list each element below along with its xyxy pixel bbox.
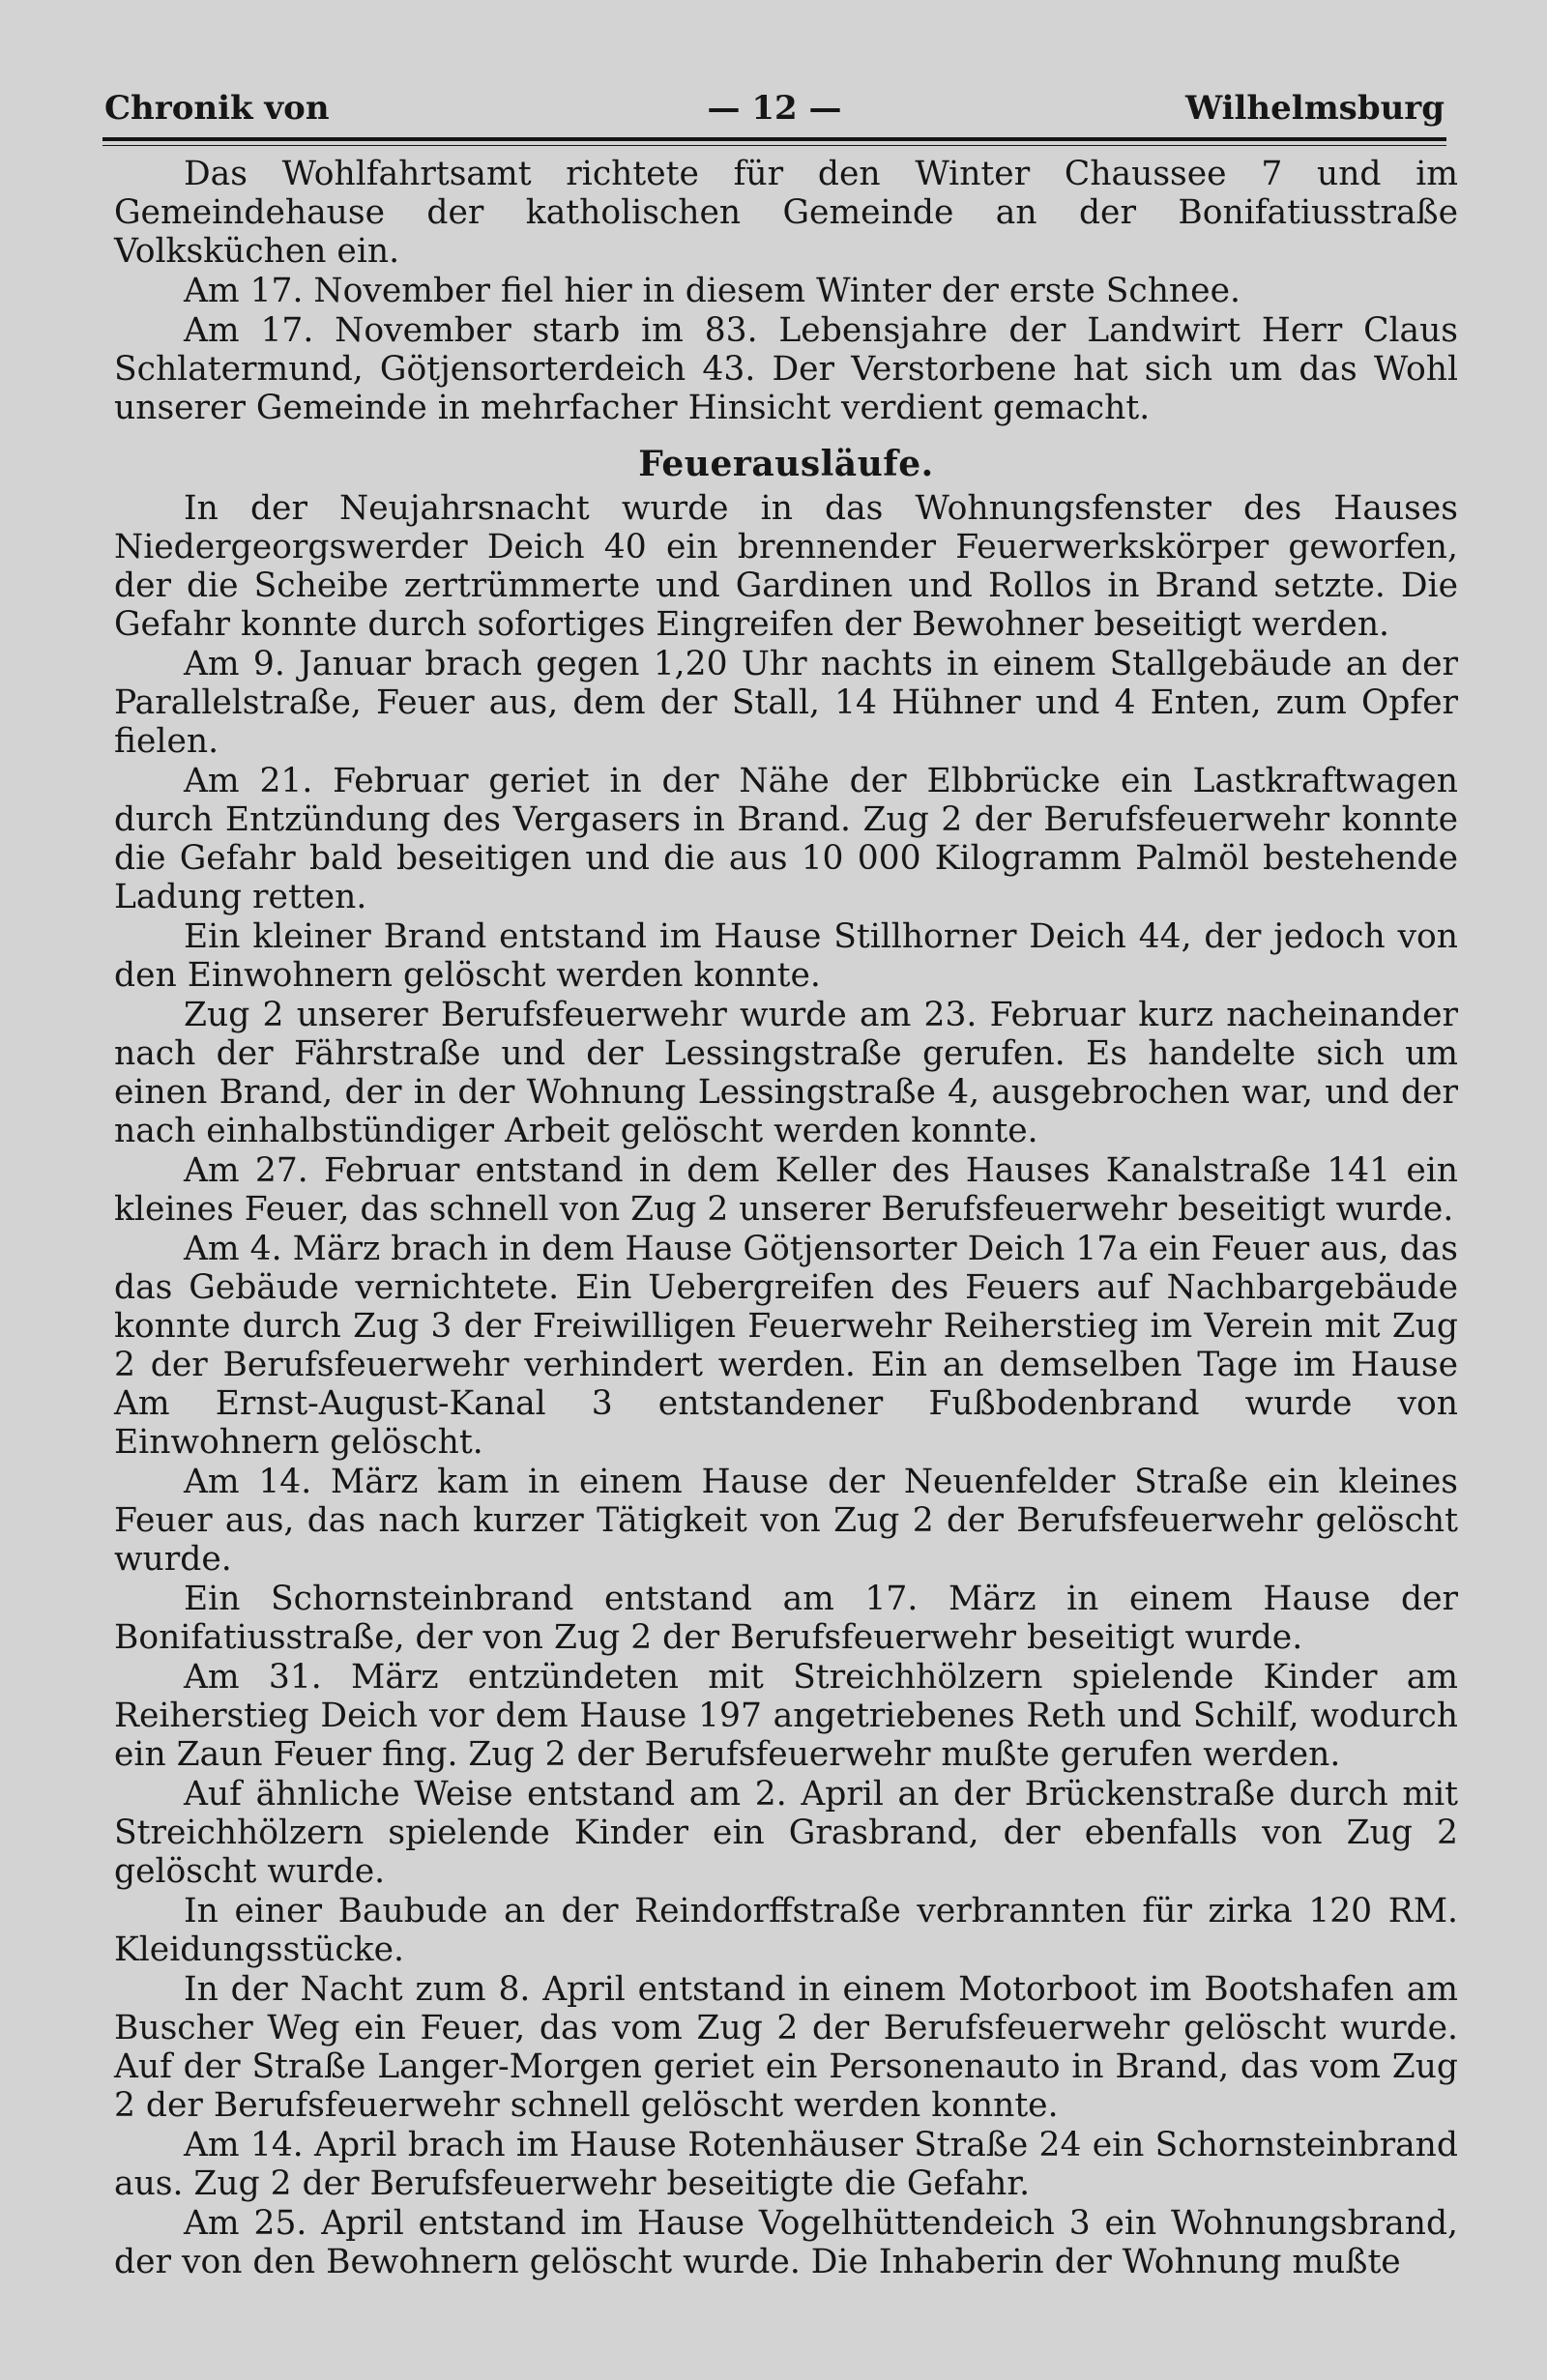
paragraph: Am 17. November starb im 83. Lebensjahre der Landwirt Herr Claus Schlatermund, Götjensorterdeich 43. Der Verstorbene hat sich um das Wohl unserer Gemeinde in mehrfacher Hinsicht verdient gemacht. [114, 311, 1458, 427]
page-number: — 12 — [707, 89, 842, 128]
paragraph: In einer Baubude an der Reindorffstraße verbrannten für zirka 120 RM. Kleidungsstücke. [114, 1892, 1458, 1969]
paragraph: Am 14. April brach im Hause Rotenhäuser Straße 24 ein Schornsteinbrand aus. Zug 2 der Berufsfeuerwehr beseitigte die Gefahr. [114, 2126, 1458, 2203]
section-heading: Feuerausläufe. [638, 444, 934, 484]
paragraph: Das Wohlfahrtsamt richtete für den Winter Chaussee 7 und im Gemeindehause der katholischen Gemeinde an der Bonifatiusstraße Volksküchen ein. [114, 155, 1458, 271]
paragraph: Am 27. Februar entstand in dem Keller des Hauses Kanalstraße 141 ein kleines Feuer, das schnell von Zug 2 unserer Berufsfeuerwehr beseitigt wurde. [114, 1151, 1458, 1229]
paragraph: Ein Schornsteinbrand entstand am 17. März in einem Hause der Bonifatiusstraße, der von Zug 2 der Berufsfeuerwehr beseitigt wurde. [114, 1580, 1458, 1657]
paragraph: Zug 2 unserer Berufsfeuerwehr wurde am 23. Februar kurz nacheinander nach der Fährstraße und der Lessingstraße gerufen. Es handelte sich um einen Brand, der in der Wohnung Lessingstraße 4, ausgebrochen war, und der nach einhalbstündiger Arbeit gelöscht werden konnte. [114, 996, 1458, 1150]
paragraph: Am 9. Januar brach gegen 1,20 Uhr nachts in einem Stallgebäude an der Parallelstraße, Feuer aus, dem der Stall, 14 Hühner und 4 Enten, zum Opfer fielen. [114, 645, 1458, 761]
header-left: Chronik von [104, 89, 330, 128]
paragraph: Am 17. November fiel hier in diesem Winter der erste Schnee. [184, 272, 1241, 310]
header-rule [102, 137, 1446, 146]
running-header [104, 89, 1445, 139]
paragraph: Ein kleiner Brand entstand im Hause Stillhorner Deich 44, der jedoch von den Einwohnern gelöscht werden konnte. [114, 917, 1458, 995]
paragraph: Am 31. März entzündeten mit Streichhölzern spielende Kinder am Reiherstieg Deich vor dem Hause 197 angetriebenes Reth und Schilf, wodurch ein Zaun Feuer fing. Zug 2 der Berufsfeuerwehr mußte gerufen werden. [114, 1658, 1458, 1774]
paragraph: Am 21. Februar geriet in der Nähe der Elbbrücke ein Lastkraftwagen durch Entzündung des Vergasers in Brand. Zug 2 der Berufsfeuerwehr konnte die Gefahr bald beseitigen und die aus 10 000 Kilogramm Palmöl bestehende Ladung retten. [114, 762, 1458, 916]
paragraph: In der Neujahrsnacht wurde in das Wohnungsfenster des Hauses Niedergeorgswerder Deich 40 ein brennender Feuerwerkskörper geworfen, der die Scheibe zertrümmerte und Gardinen und Rollos in Brand setzte. Die Gefahr konnte durch sofortiges Eingreifen der Bewohner beseitigt werden. [114, 489, 1458, 644]
paragraph: Am 25. April entstand im Hause Vogelhüttendeich 3 ein Wohnungsbrand, der von den Bewohnern gelöscht wurde. Die Inhaberin der Wohnung mußte [114, 2204, 1458, 2281]
paragraph: In der Nacht zum 8. April entstand in einem Motorboot im Bootshafen am Buscher Weg ein Feuer, das vom Zug 2 der Berufsfeuerwehr gelöscht wurde. Auf der Straße Langer-Morgen geriet ein Personenauto in Brand, das vom Zug 2 der Berufsfeuerwehr schnell gelöscht werden konnte. [114, 1970, 1458, 2125]
paragraph: Am 14. März kam in einem Hause der Neuenfelder Straße ein kleines Feuer aus, das nach kurzer Tätigkeit von Zug 2 der Berufsfeuerwehr gelöscht wurde. [114, 1463, 1458, 1579]
page-body [114, 155, 1458, 2281]
header-right: Wilhelmsburg [1185, 89, 1445, 128]
paragraph: Auf ähnliche Weise entstand am 2. April an der Brückenstraße durch mit Streichhölzern spielende Kinder ein Grasbrand, der ebenfalls von Zug 2 gelöscht wurde. [114, 1775, 1458, 1891]
paragraph: Am 4. März brach in dem Hause Götjensorter Deich 17a ein Feuer aus, das das Gebäude vernichtete. Ein Uebergreifen des Feuers auf Nachbargebäude konnte durch Zug 3 der Freiwilligen Feuerwehr Reiherstieg im Verein mit Zug 2 der Berufsfeuerwehr verhindert werden. Ein an demselben Tage im Hause Am Ernst-August-Kanal 3 entstandener Fußbodenbrand wurde von Einwohnern gelöscht. [114, 1230, 1458, 1462]
